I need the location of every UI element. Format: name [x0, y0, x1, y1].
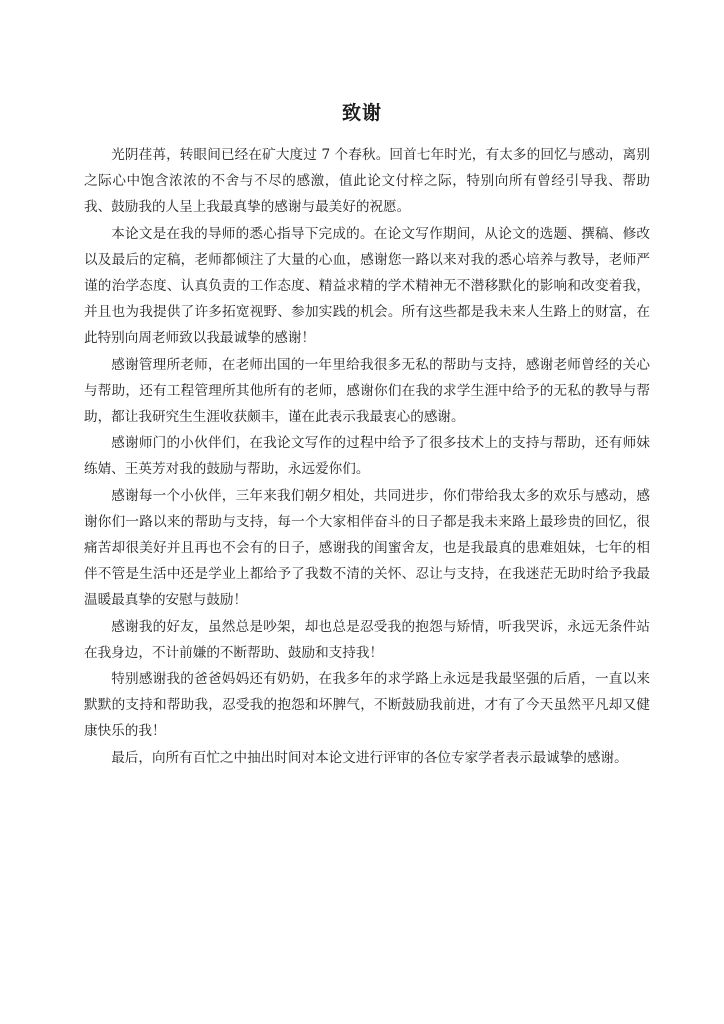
paragraph-7: 特别感谢我的爸爸妈妈还有奶奶，在我多年的求学路上永远是我最坚强的后盾，一直以来默默的支持和帮助我，忍受我的抱怨和坏脾气，不断鼓励我前进，才有了今天虽然平凡却又健康快乐的我！	[84, 671, 650, 740]
paragraph-3: 感谢管理所老师，在老师出国的一年里给我很多无私的帮助与支持，感谢老师曾经的关心与帮助，还有工程管理所其他所有的老师，感谢你们在我的求学生涯中给予的无私的教导与帮助，都让我研究生生涯收获颇丰，谨在此表示我最衷心的感谢。	[84, 356, 650, 426]
paragraph-8: 最后，向所有百忙之中抽出时间对本论文进行评审的各位专家学者表示最诚挚的感谢。	[111, 749, 628, 766]
page-title: 致谢	[341, 102, 382, 124]
paragraph-4: 感谢师门的小伙伴们，在我论文写作的过程中给予了很多技术上的支持与帮助，还有师妹练婧、王英芳对我的鼓励与帮助，永远爱你们。	[84, 435, 650, 478]
paragraph-5: 感谢每一个小伙伴，三年来我们朝夕相处，共同进步，你们带给我太多的欢乐与感动，感谢你们一路以来的帮助与支持，每一个大家相伴奋斗的日子都是我未来路上最珍贵的回忆，很痛苦却很美好并且再也不会有的日子，感谢我的闺蜜舍友，也是我最真的患难姐妹，七年的相伴不管是生活中还是学业上都给予了我数不清的关怀、忍让与支持，在我迷茫无助时给予我最温暖最真挚的安慰与鼓励！	[84, 487, 650, 609]
acknowledgement-body	[84, 142, 650, 771]
paragraph-2: 本论文是在我的导师的悉心指导下完成的。在论文写作期间，从论文的选题、撰稿、修改以及最后的定稿，老师都倾注了大量的心血，感谢您一路以来对我的悉心培养与教导，老师严谨的治学态度、认真负责的工作态度、精益求精的学术精神无不潜移默化的影响和改变着我，并且也为我提供了许多拓宽视野、参加实践的机会。所有这些都是我未来人生路上的财富，在此特别向周老师致以我最诚挚的感谢！	[84, 225, 650, 347]
paragraph-6: 感谢我的好友，虽然总是吵架，却也总是忍受我的抱怨与矫情，听我哭诉，永远无条件站在我身边，不计前嫌的不断帮助、鼓励和支持我！	[84, 618, 650, 661]
paragraph-1: 光阴荏苒，转眼间已经在矿大度过 7 个春秋。回首七年时光，有太多的回忆与感动，离别之际心中饱含浓浓的不舍与不尽的感激，值此论文付梓之际，特别向所有曾经引导我、帮助我、鼓励我的人呈上我最真挚的感谢与最美好的祝愿。	[84, 147, 650, 216]
